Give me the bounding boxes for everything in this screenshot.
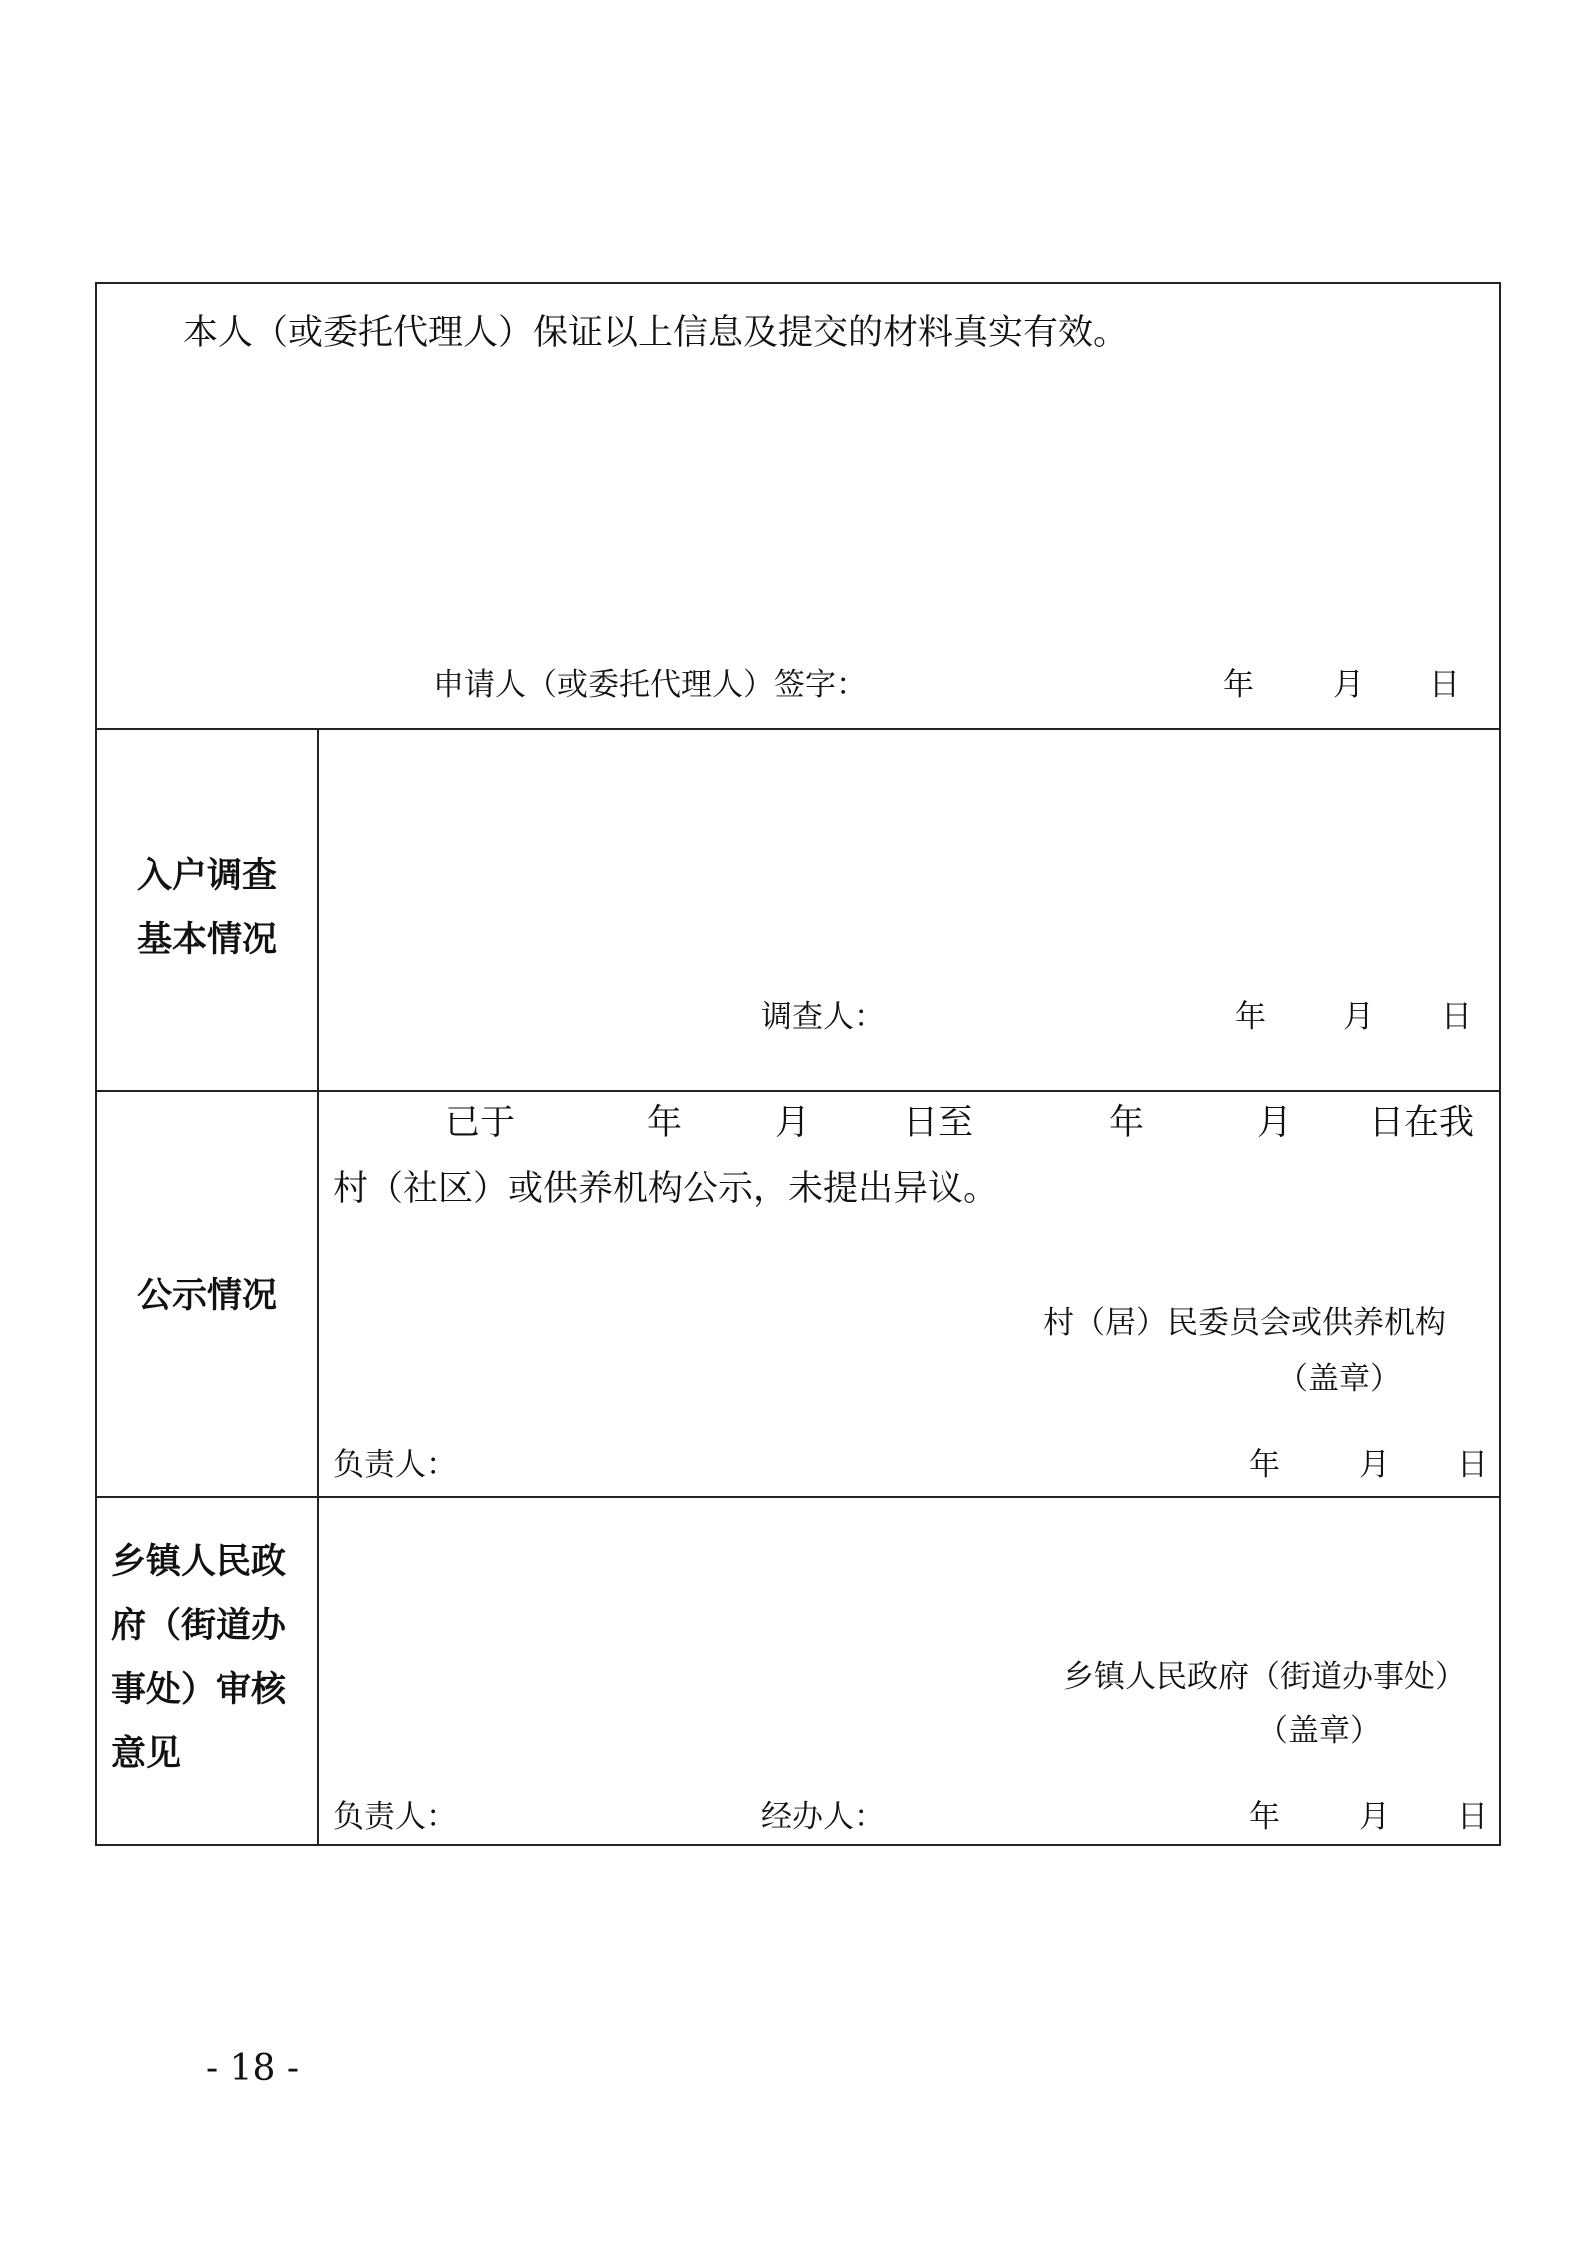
review-year: 年 <box>1249 1799 1280 1835</box>
investigation-day: 日 <box>1441 999 1472 1035</box>
publicity-year: 年 <box>1249 1447 1280 1483</box>
publicity-day-at: 日在我 <box>1369 1103 1475 1143</box>
publicity-year-1: 年 <box>647 1103 683 1143</box>
review-label-line3: 事处）审核 <box>111 1670 287 1710</box>
publicity-seal: （盖章） <box>1277 1361 1401 1397</box>
review-responsible-label: 负责人： <box>333 1799 457 1835</box>
review-seal: （盖章） <box>1257 1713 1381 1749</box>
publicity-responsible-label: 负责人： <box>333 1447 457 1483</box>
investigation-label-line1: 入户调查 <box>136 856 277 896</box>
row-divider-2 <box>97 1090 1499 1092</box>
publicity-month: 月 <box>1359 1447 1390 1483</box>
review-label-line1: 乡镇人民政 <box>111 1542 287 1582</box>
publicity-month-1: 月 <box>775 1103 811 1143</box>
investigation-month: 月 <box>1343 999 1374 1035</box>
review-label-line4: 意见 <box>111 1734 182 1774</box>
declaration-year: 年 <box>1223 667 1254 703</box>
publicity-month-2: 月 <box>1257 1103 1293 1143</box>
declaration-statement: 本人（或委托代理人）保证以上信息及提交的材料真实有效。 <box>183 313 1129 353</box>
publicity-day-to: 日至 <box>903 1103 974 1143</box>
investigation-label <box>97 844 317 972</box>
investigation-year: 年 <box>1235 999 1266 1035</box>
applicant-signature-label: 申请人（或委托代理人）签字： <box>433 667 867 703</box>
label-column-divider <box>317 728 319 1844</box>
page-number: - 18 - <box>206 2048 300 2089</box>
publicity-label <box>97 1264 317 1328</box>
publicity-day: 日 <box>1457 1447 1488 1483</box>
publicity-text-part1: 已于 <box>445 1103 516 1143</box>
publicity-org-line: 村（居）民委员会或供养机构 <box>1043 1305 1446 1341</box>
investigator-label: 调查人： <box>761 999 885 1035</box>
publicity-label-text: 公示情况 <box>136 1276 277 1316</box>
review-label-line2: 府（街道办 <box>111 1606 287 1646</box>
publicity-text-line2: 村（社区）或供养机构公示，未提出异议。 <box>333 1169 999 1209</box>
review-org-line: 乡镇人民政府（街道办事处） <box>1063 1659 1466 1695</box>
review-label <box>111 1530 311 1786</box>
investigation-label-line2: 基本情况 <box>136 920 277 960</box>
publicity-year-2: 年 <box>1109 1103 1145 1143</box>
review-handler-label: 经办人： <box>761 1799 885 1835</box>
review-day: 日 <box>1457 1799 1488 1835</box>
row-divider-3 <box>97 1496 1499 1498</box>
application-form-table <box>95 282 1501 1846</box>
declaration-month: 月 <box>1333 667 1364 703</box>
review-month: 月 <box>1359 1799 1390 1835</box>
row-divider-1 <box>97 728 1499 730</box>
declaration-day: 日 <box>1429 667 1460 703</box>
